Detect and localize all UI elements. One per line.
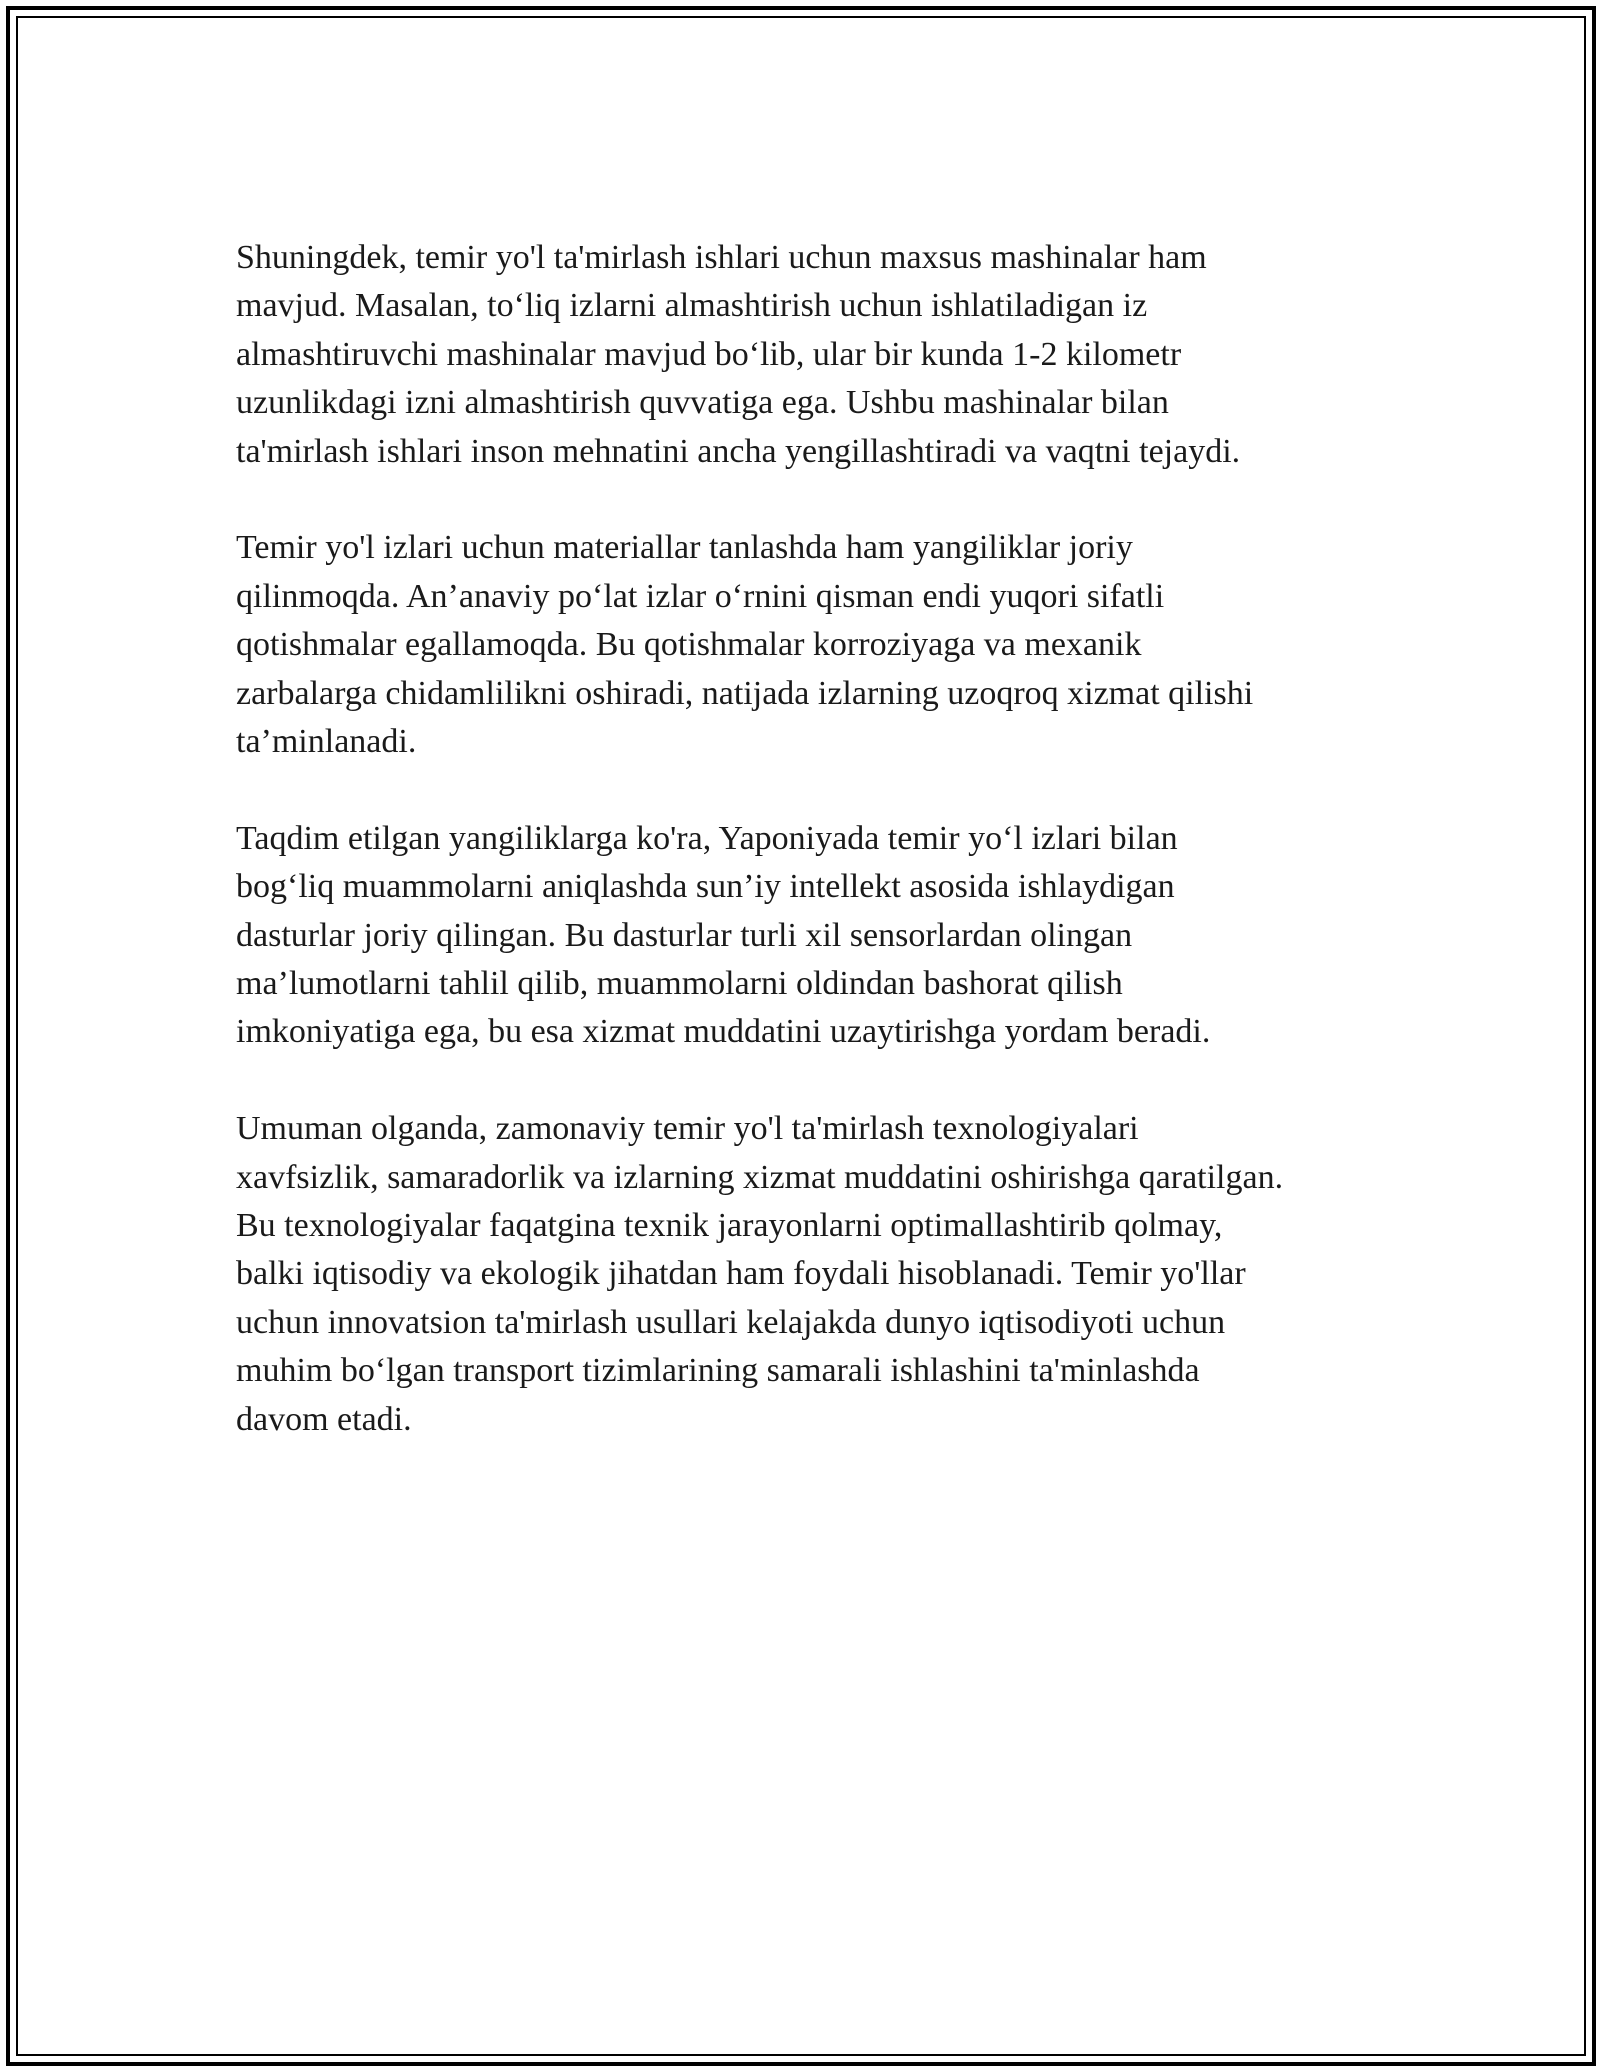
paragraph-line: ma’lumotlarni tahlil qilib, muammolarni oldindan bashorat qilish (236, 965, 1123, 1003)
paragraph-line: Bu texnologiyalar faqatgina texnik jarayonlarni optimallashtirib qolmay, (236, 1207, 1223, 1245)
paragraph-line: xavfsizlik, samaradorlik va izlarning xizmat muddatini oshirishga qaratilgan. (236, 1158, 1284, 1196)
paragraph-line: uzunlikdagi izni almashtirish quvvatiga ega. Ushbu mashinalar bilan (236, 384, 1169, 422)
document-body (236, 234, 1386, 1493)
paragraph-3 (236, 815, 1386, 1057)
paragraph-line: ta'mirlash ishlari inson mehnatini ancha yengillashtiradi va vaqtni tejaydi. (236, 432, 1241, 470)
paragraph-line: mavjud. Masalan, to‘liq izlarni almashtirish uchun ishlatiladigan iz (236, 287, 1148, 325)
paragraph-line: zarbalarga chidamlilikni oshiradi, natijada izlarning uzoqroq xizmat qilishi (236, 674, 1254, 712)
paragraph-line: qilinmoqda. An’anaviy po‘lat izlar o‘rnini qisman endi yuqori sifatli (236, 577, 1165, 615)
paragraph-line: muhim bo‘lgan transport tizimlarining samarali ishlashini ta'minlashda (236, 1352, 1200, 1390)
paragraph-line: Temir yo'l izlari uchun materiallar tanlashda ham yangiliklar joriy (236, 529, 1133, 567)
paragraph-1 (236, 234, 1386, 476)
paragraph-line: bog‘liq muammolarni aniqlashda sun’iy intellekt asosida ishlaydigan (236, 868, 1175, 906)
paragraph-line: ta’minlanadi. (236, 723, 417, 761)
paragraph-2 (236, 524, 1386, 766)
paragraph-line: qotishmalar egallamoqda. Bu qotishmalar korroziyaga va mexanik (236, 626, 1142, 664)
paragraph-line: uchun innovatsion ta'mirlash usullari kelajakda dunyo iqtisodiyoti uchun (236, 1303, 1226, 1341)
paragraph-line: dasturlar joriy qilingan. Bu dasturlar turli xil sensorlardan olingan (236, 916, 1133, 954)
paragraph-line: almashtiruvchi mashinalar mavjud bo‘lib, ular bir kunda 1-2 kilometr (236, 335, 1182, 373)
paragraph-line: Shuningdek, temir yo'l ta'mirlash ishlari uchun maxsus mashinalar ham (236, 239, 1207, 276)
paragraph-4 (236, 1105, 1386, 1444)
paragraph-line: Umuman olganda, zamonaviy temir yo'l ta'mirlash texnologiyalari (236, 1110, 1139, 1148)
paragraph-line: Taqdim etilgan yangiliklarga ko'ra, Yaponiyada temir yo‘l izlari bilan (236, 819, 1178, 857)
paragraph-line: imkoniyatiga ega, bu esa xizmat muddatini uzaytirishga yordam beradi. (236, 1013, 1211, 1051)
paragraph-line: balki iqtisodiy va ekologik jihatdan ham foydali hisoblanadi. Temir yo'llar (236, 1255, 1246, 1293)
paragraph-line: davom etadi. (236, 1400, 412, 1438)
